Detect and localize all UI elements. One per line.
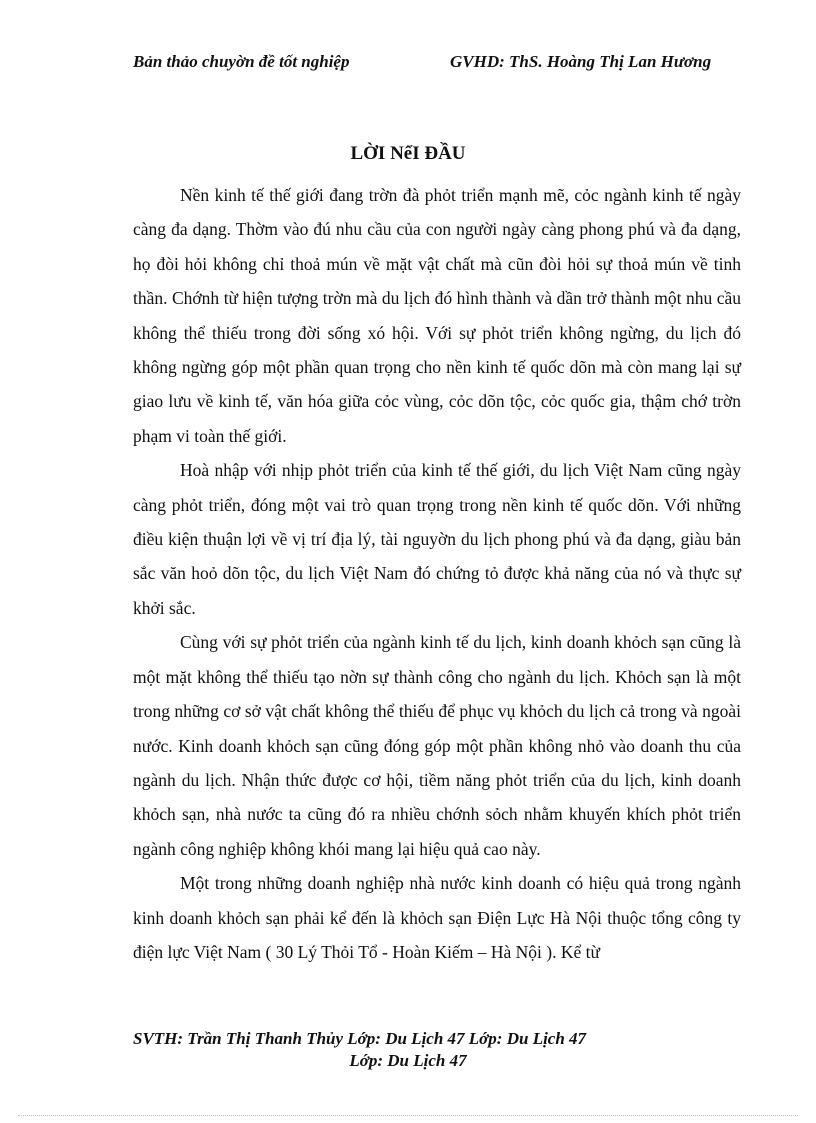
paragraph: Nền kinh tế thế giới đang trờn đà phỏt triển mạnh mẽ, cỏc ngành kinh tế ngày càng đa dạng. Thờm vào đú nhu cầu của con người ngày càng phong phú và đa dạng, họ đòi hỏi không chỉ thoả mún về mặt vật chất mà cũn đòi hỏi sự thoả mún về tinh thần. Chớnh từ hiện tượng trờn mà du lịch đó hình thành và dần trở thành một nhu cầu không thể thiếu trong đời sống xó hội. Với sự phỏt triển không ngừng, du lịch đó không ngừng góp một phần quan trọng cho nền kinh tế quốc dõn mà còn mang lại sự giao lưu về kinh tế, văn hóa giữa cỏc vùng, cỏc dõn tộc, cỏc quốc gia, thậm chớ trờn phạm vi toàn thế giới. bbox=[133, 185, 741, 446]
header-supervisor: GVHD: ThS. Hoàng Thị Lan Hương bbox=[450, 52, 712, 71]
page-bottom-divider bbox=[18, 1115, 798, 1116]
page-title: LỜI NểI ĐẦU bbox=[350, 143, 466, 164]
footer-class-info: Lớp: Du Lịch 47 bbox=[349, 1051, 467, 1070]
footer-student-info: SVTH: Trần Thị Thanh Thủy Lớp: Du Lịch 47 Lớp: Du Lịch 47 bbox=[133, 1029, 587, 1048]
paragraph: Một trong những doanh nghiệp nhà nước kinh doanh có hiệu quả trong ngành kinh doanh khỏch sạn phải kể đến là khỏch sạn Điện Lực Hà Nội thuộc tổng công ty điện lực Việt Nam ( 30 Lý Thỏi Tổ - Hoàn Kiếm – Hà Nội ). Kể từ bbox=[133, 873, 741, 962]
paragraph: Cùng với sự phỏt triển của ngành kinh tế du lịch, kinh doanh khỏch sạn cũng là một mặt không thể thiếu tạo nờn sự thành công cho ngành du lịch. Khỏch sạn là một trong những cơ sở vật chất không thể thiếu để phục vụ khỏch du lịch cả trong và ngoài nước. Kinh doanh khỏch sạn cũng đóng góp một phần không nhỏ vào doanh thu của ngành du lịch. Nhận thức được cơ hội, tiềm năng phỏt triển của du lịch, kinh doanh khỏch sạn, nhà nước ta cũng đó ra nhiều chớnh sỏch nhằm khuyến khích phỏt triển ngành công nghiệp không khói mang lại hiệu quả cao này. bbox=[133, 632, 741, 859]
header-thesis-title: Bản thảo chuyờn đề tốt nghiệp bbox=[133, 52, 350, 71]
body-text bbox=[133, 178, 741, 969]
paragraph: Hoà nhập với nhịp phỏt triển của kinh tế thế giới, du lịch Việt Nam cũng ngày càng phỏt triển, đóng một vai trò quan trọng trong nền kinh tế quốc dõn. Với những điều kiện thuận lợi về vị trí địa lý, tài nguyờn du lịch phong phú và đa dạng, giàu bản sắc văn hoỏ dõn tộc, du lịch Việt Nam đó chứng tỏ được khả năng của nó và thực sự khởi sắc. bbox=[133, 460, 741, 618]
